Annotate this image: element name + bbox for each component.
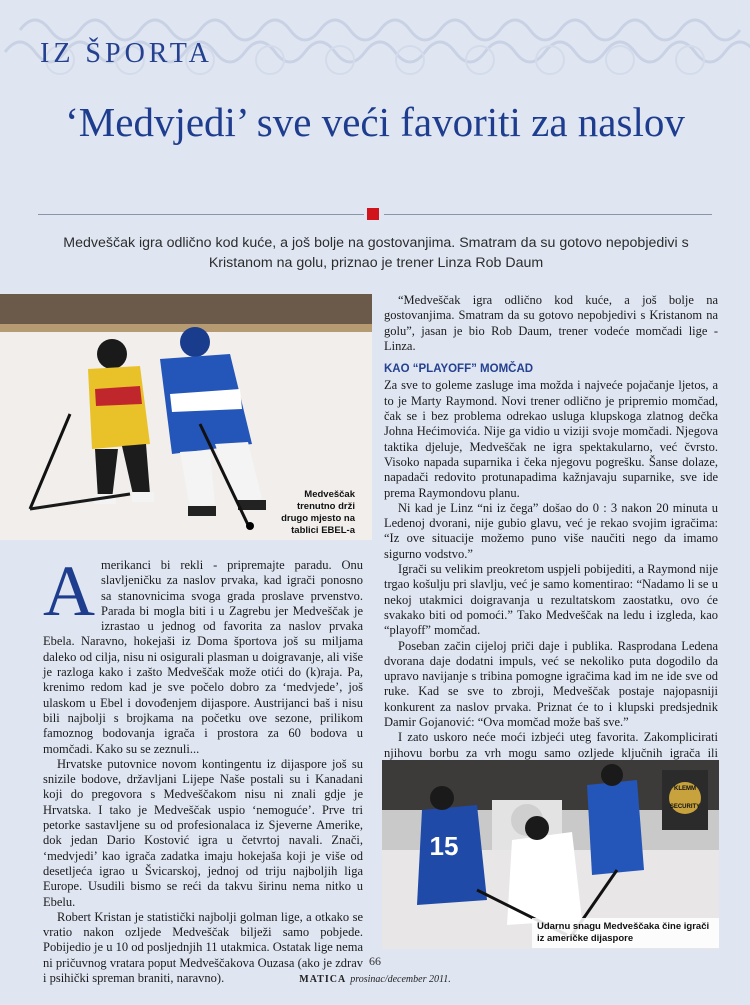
paragraph: Poseban začin cijeloj priči daje i publika. Rasprodana Ledena dvorana daje dodatni impuls, već se nekoliko puta dogodilo da upravo navijanje s tribina pomogne igračima kad im ne ide sve od ruke. Kad se sve to zbroji, Medveščak postaje najopasniji konkurent za naslov prvaka. Priznat će to i klupski predsjednik Damir Gojanović: “Ova momčad može baš sve.” [384,638,718,730]
paragraph: Za sve to goleme zasluge ima možda i najveće pojačanje ljetos, a to je Marty Raymond. Novi trener odlično je pripremio momčad, čak se i bez problema odrekao usluga klupskoga zlatnog dečka Johna Hećimovića. Nije ga vidio u viziji svoje momčadi. Njegova taktika djeluje, Medveščak ne igra spektakularno, već čvrsto. Visoko napada suparnika i čeka njegovu pogrešku. Šanse dolaze, napadači redovito protunapadima kažnjavaju suparnike, sve ide prema Raymondovu planu. [384,378,718,500]
article-headline: ‘Medvjedi’ sve veći favoriti za naslov [65,99,685,145]
photo-caption-top: Medveščak trenutno drži drugo mjesto na tablici EBEL-a [281,489,355,536]
paragraph: Igrači su velikim preokretom uspjeli pobijediti, a Raymond nije trgao košulju pri slavlju, već je samo komentirao: “Nadamo li se u nekoj utakmici doigravanja u rezultatskom zaostatku, ovo će svakako biti od pomoći.” Tako Medveščak na ledu i izgleda, kao “playoff” momčad. [384,562,718,638]
article-lede: Medveščak igra odlično kod kuće, a još bolje na gostovanjima. Smatram da su gotovo nepobjedivi s Kristanom na golu, priznao je trener Linza Rob Daum [63,235,689,271]
magazine-name: MATICA [299,974,347,985]
paragraph: Robert Kristan je statistički najbolji golman lige, a otkako se vratio nakon ozljede Medveščak bilježi samo pobjede. Pobijedio je u 10 od posljednjih 11 utakmica. Ostatak lige nema ni pričuvnog vratara poput Medveščakova Ouzasa (ako je zdrav i psihički spreman braniti, naravno). [43,909,363,986]
paragraph: Hrvatske putovnice novom kontingentu iz dijaspore još su snizile bodove, državljani Lijepe Naše postali su i Kanadani koji do pregovora s Medveščakom nisu ni znali gdje je Hrvatska. I tako je Medveščak uspio ‘nemoguće’. Prve tri petorke sastavljene su od profesionalaca iz Sjeverne Amerike, dok jedan Dario Kostović igra u četvrtoj navali. Znači, ‘medvjedi’ kao igrača zadatka imaju hokejaša koji je više od desetljeća igrao u Švicarskoj, jednoj od triju najboljih liga Europe. Usudili bismo se reći da takvu širinu nema nitko u Ebelu. [43,756,363,909]
jersey-number: 15 [429,831,459,861]
article-body-left-column [43,551,363,986]
quote-paragraph: “Medveščak igra odlično kod kuće, a još bolje na gostovanjima. Smatram da su gotovo nepobjedivi s Kristanom na golu”, jasan je bio Rob Daum, trener vodeće momčadi lige - Linza. [384,293,718,353]
paragraph-text: I zato uskoro neće moći izbjeći uteg favorita. Zakomplicirati njihovu borbu za vrh mogu samo ozljede ključnih igrača ili [384,730,718,760]
section-label: IZ ŠPORTA [40,38,213,69]
board-text: KLEMM [674,786,696,792]
article-body-right-column [384,293,718,776]
page-footer [0,954,750,987]
footer-publication [0,969,750,987]
paragraph: Ni kad je Linz “ni iz čega” došao do 0 : 3 nakon 20 minuta u Ledenoj dvorani, nije gubio glavu, već je rekao svojim igračima: “Iz ove situacije možemo puno više naučiti nego da imamo sigurno vodstvo.” [384,500,718,561]
paragraph: merikanci bi rekli - pripremajte paradu. Onu slavljeničku za naslov prvaka, kad igrači ponosno sa stanovnicima svoga grada proslave prvenstvo. Parada bi mogla biti i u Zagrebu jer Medveščak je izrastao u jednog od favorita za naslov prvaka Ebela. Naravno, hokejaši iz Doma športova još su miljama daleko od cilja, nisu ni osigurali plasman u doigravanje, ali više je razloga kako i zašto Medveščak može otići do (k)raja. Pa, krenimo redom kad je sve počelo dobro za ‘medvjede’, još ulaskom u Ebel i dovođenjem dijaspore. Austrijanci baš i nisu bili najbolji s brojkama na početku ove sezone, prilikom famoznog bodovanja igrača i prostora za 60 bodova u momčadi. Kako su se zeznuli... [43,558,363,756]
red-square-ornament [367,208,379,220]
headline-divider-left [38,214,364,215]
board-text-2: SECURITY [669,804,701,810]
page-number: 66 [369,954,381,968]
hockey-photo-bottom [382,760,719,949]
section-subhead: KAO “PLAYOFF” MOMČAD [384,363,534,376]
photo-caption-bottom: Udarnu snagu Medveščaka čine igrači iz američke dijaspore [532,918,719,948]
hockey-photo-top [0,294,372,540]
headline-divider-right [384,214,712,215]
drop-cap: A [43,551,95,631]
issue-date: prosinac/december 2011. [350,974,451,985]
